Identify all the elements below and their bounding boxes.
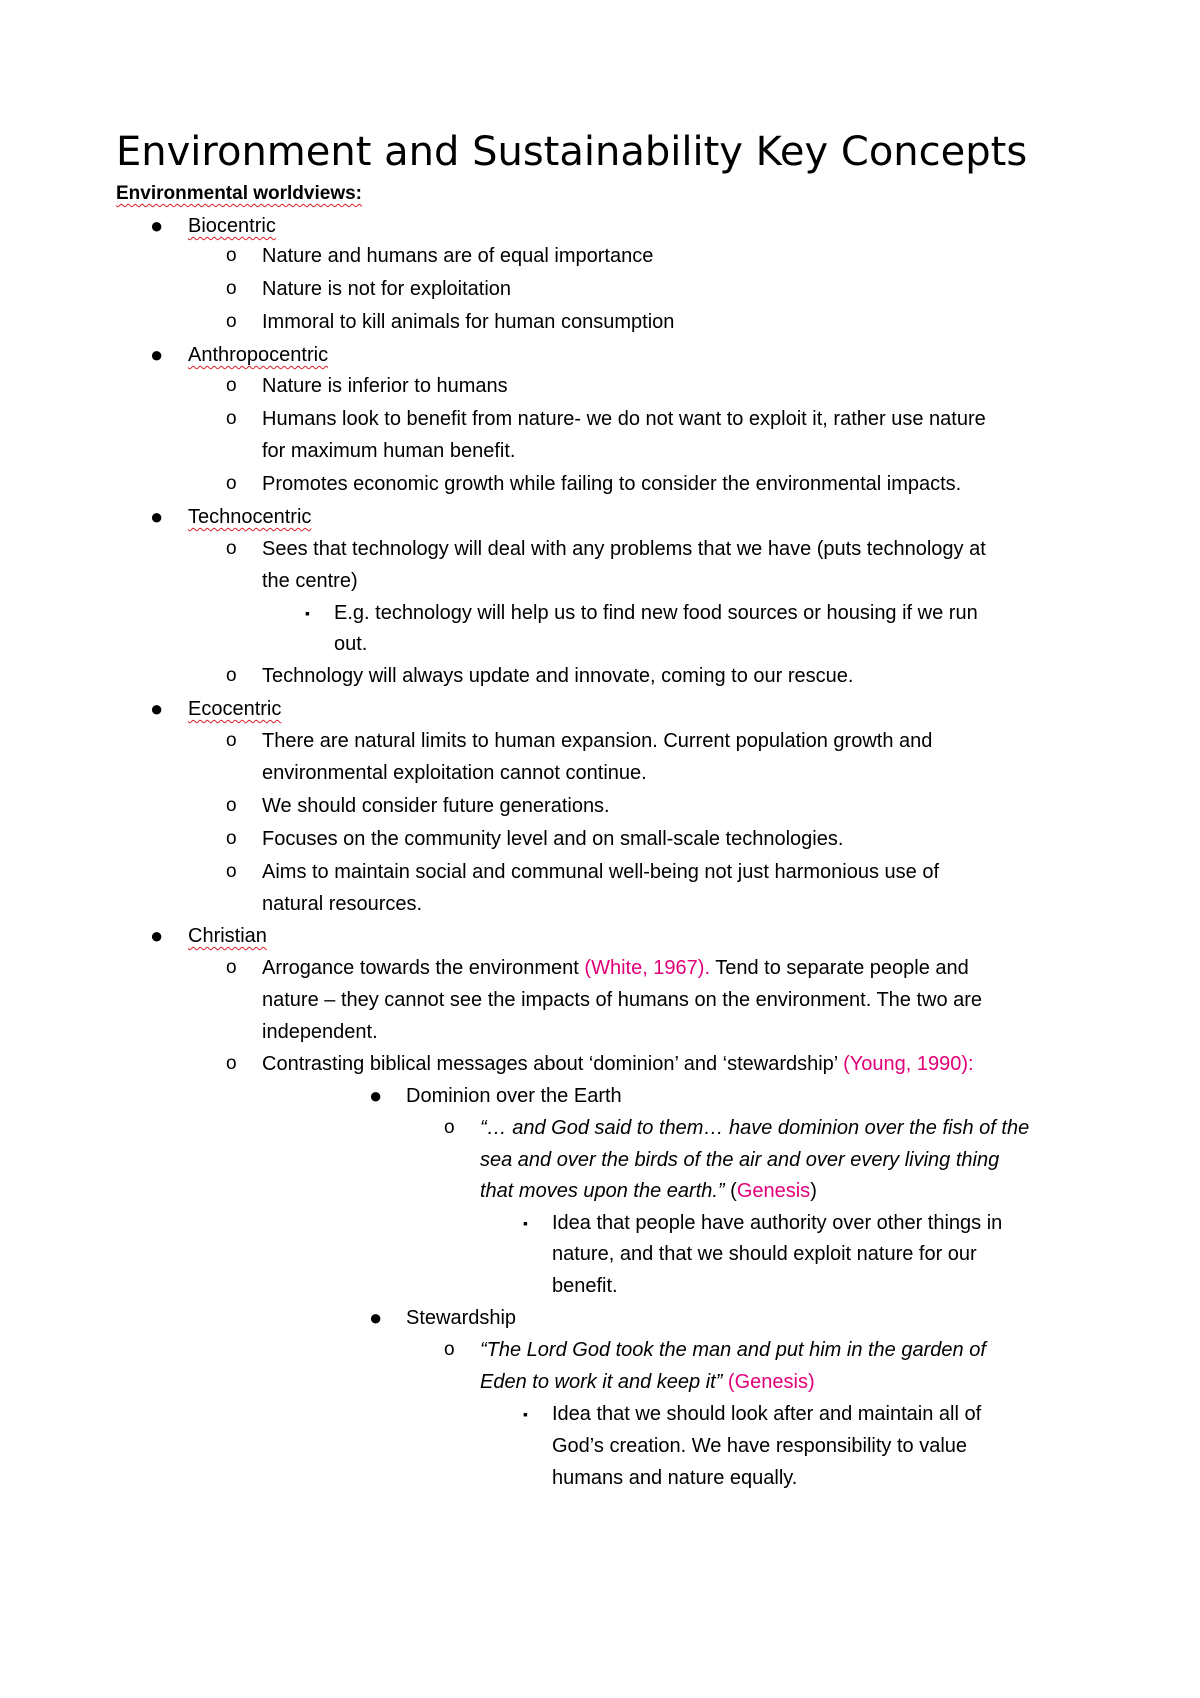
- list-item: Idea that we should look after and maintain all of: [552, 1403, 982, 1425]
- circle-bullet-icon: o: [226, 957, 237, 978]
- list-item: Humans look to benefit from nature- we do not want to exploit it, rather use nature: [262, 408, 986, 430]
- bullet-icon: ●: [150, 923, 164, 948]
- circle-bullet-icon: o: [226, 408, 237, 429]
- circle-bullet-icon: o: [226, 730, 237, 751]
- subheading-stewardship: Stewardship: [406, 1307, 517, 1329]
- list-item-continuation: humans and nature equally.: [552, 1467, 798, 1489]
- circle-bullet-icon: o: [226, 1053, 237, 1074]
- quote-line: “… and God said to them… have dominion over the fish of the: [480, 1117, 1030, 1139]
- circle-bullet-icon: o: [226, 245, 237, 266]
- heading-christian: Christian: [188, 925, 267, 947]
- list-item: Arrogance towards the environment (White, 1967). Tend to separate people and: [262, 957, 969, 979]
- circle-bullet-icon: o: [226, 828, 237, 849]
- circle-bullet-icon: o: [226, 795, 237, 816]
- circle-bullet-icon: o: [226, 861, 237, 882]
- list-item: Nature is inferior to humans: [262, 375, 508, 397]
- list-item-continuation: the centre): [262, 570, 358, 592]
- circle-bullet-icon: o: [226, 665, 237, 686]
- square-bullet-icon: ▪: [305, 605, 310, 621]
- heading-biocentric: Biocentric: [188, 215, 276, 237]
- circle-bullet-icon: o: [226, 375, 237, 396]
- circle-bullet-icon: o: [444, 1117, 455, 1138]
- circle-bullet-icon: o: [444, 1339, 455, 1360]
- page-title: Environment and Sustainability Key Concepts: [116, 129, 1028, 175]
- bullet-icon: ●: [369, 1083, 383, 1108]
- square-bullet-icon: ▪: [523, 1406, 528, 1422]
- subheading-dominion: Dominion over the Earth: [406, 1085, 622, 1107]
- citation: (Young, 1990):: [843, 1053, 974, 1075]
- heading-technocentric: Technocentric: [188, 506, 312, 528]
- citation: (Genesis): [722, 1371, 815, 1393]
- bullet-icon: ●: [150, 213, 164, 238]
- list-item: Contrasting biblical messages about ‘dominion’ and ‘stewardship’ (Young, 1990):: [262, 1053, 974, 1075]
- list-item-continuation: for maximum human benefit.: [262, 440, 516, 462]
- square-bullet-icon: ▪: [523, 1215, 528, 1231]
- list-item: Idea that people have authority over other things in: [552, 1212, 1003, 1234]
- list-item: Nature is not for exploitation: [262, 278, 512, 300]
- list-item: There are natural limits to human expansion. Current population growth and: [262, 730, 933, 752]
- list-item-continuation: out.: [334, 633, 368, 655]
- list-item: Nature and humans are of equal importance: [262, 245, 654, 267]
- list-item: Sees that technology will deal with any problems that we have (puts technology at: [262, 538, 986, 560]
- quote-line: that moves upon the earth.” (Genesis): [480, 1180, 817, 1202]
- list-item-continuation: independent.: [262, 1021, 378, 1043]
- list-item-continuation: nature, and that we should exploit nature for our: [552, 1243, 977, 1265]
- list-item-continuation: nature – they cannot see the impacts of humans on the environment. The two are: [262, 989, 983, 1011]
- list-item: We should consider future generations.: [262, 795, 610, 817]
- list-item-continuation: environmental exploitation cannot continue.: [262, 762, 647, 784]
- quote-line: Eden to work it and keep it” (Genesis): [480, 1371, 815, 1393]
- circle-bullet-icon: o: [226, 278, 237, 299]
- list-item: Technology will always update and innovate, coming to our rescue.: [262, 665, 854, 687]
- heading-ecocentric: Ecocentric: [188, 698, 282, 720]
- circle-bullet-icon: o: [226, 538, 237, 559]
- circle-bullet-icon: o: [226, 311, 237, 332]
- quote-line: “The Lord God took the man and put him in the garden of: [480, 1339, 986, 1361]
- bullet-icon: ●: [150, 504, 164, 529]
- quote-line: sea and over the birds of the air and over every living thing: [480, 1149, 1000, 1171]
- citation: Genesis: [736, 1180, 811, 1202]
- list-item-continuation: God’s creation. We have responsibility to value: [552, 1435, 968, 1457]
- section-subheading: Environmental worldviews:: [116, 183, 362, 204]
- bullet-icon: ●: [150, 696, 164, 721]
- heading-anthropocentric: Anthropocentric: [188, 344, 329, 366]
- list-item-continuation: natural resources.: [262, 893, 423, 915]
- circle-bullet-icon: o: [226, 473, 237, 494]
- list-item: Aims to maintain social and communal well-being not just harmonious use of: [262, 861, 940, 883]
- citation: (White, 1967).: [584, 957, 711, 979]
- bullet-icon: ●: [150, 342, 164, 367]
- list-item: Promotes economic growth while failing to consider the environmental impacts.: [262, 473, 962, 495]
- bullet-icon: ●: [369, 1305, 383, 1330]
- list-item: Focuses on the community level and on small-scale technologies.: [262, 828, 844, 850]
- list-item-continuation: benefit.: [552, 1275, 618, 1297]
- list-item: E.g. technology will help us to find new food sources or housing if we run: [334, 602, 978, 624]
- list-item: Immoral to kill animals for human consumption: [262, 311, 675, 333]
